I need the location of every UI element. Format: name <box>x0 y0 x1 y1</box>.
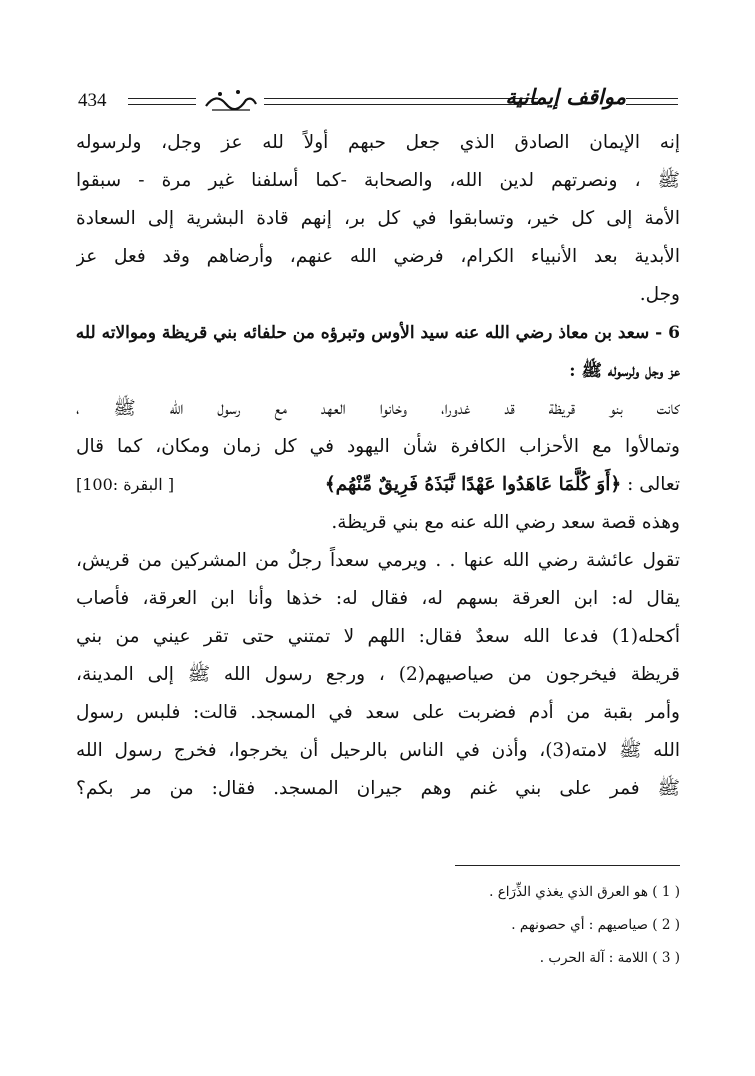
ornament-icon <box>202 86 260 114</box>
text-line: ﷺ ، ونصرتهم لدين الله، والصحابة -كما أسلفنا غير مرة - سبقوا <box>76 170 680 191</box>
text-line: الأبدية بعد الأنبياء الكرام، فرضي الله عنهم، وأرضاهم وقد فعل عز <box>76 246 680 267</box>
text-line: الأمة إلى كل خير، وتسابقوا في كل بر، إنهم قادة البشرية إلى السعادة <box>76 208 680 229</box>
header-rule-left <box>128 98 196 105</box>
text-line: وأمر بقبة من أدم فضربت على سعد في المسجد. قالت: فلبس رسول <box>76 702 680 723</box>
text-line: أكحله(1) فدعا الله سعدٌ فقال: اللهم لا تمتني حتى تقر عيني من بني <box>76 626 680 647</box>
running-title: مواقف إيمانية <box>505 84 626 109</box>
page-header <box>78 84 678 118</box>
text-line: إنه الإيمان الصادق الذي جعل حبهم أولاً لله عز وجل، ولرسوله <box>76 132 680 153</box>
section-heading: 6 - سعد بن معاذ رضي الله عنه سيد الأوس وتبرؤه من حلفائه بني قريظة وموالاته لله <box>76 323 680 343</box>
text-line: قريظة فيخرجون من صياصيهم(2) ، ورجع رسول الله ﷺ إلى المدينة، <box>76 664 680 685</box>
text-line: يقال له: ابن العرقة بسهم له، فقال له: خذها وأنا ابن العرقة، فأصاب <box>76 588 680 609</box>
text-line: تقول عائشة رضي الله عنها . . ويرمي سعداً رجلٌ من المشركين من قريش، <box>76 550 680 571</box>
footnote-divider <box>455 865 680 866</box>
page-number: 434 <box>78 90 107 111</box>
footnote: ( 3 ) اللامة : آلة الحرب . <box>539 950 680 966</box>
text-line: وهذه قصة سعد رضي الله عنه مع بني قريظة. <box>331 512 680 533</box>
section-heading-cont: عز وجل ولرسوله ﷺ : <box>569 361 680 381</box>
footnote: ( 1 ) هو العرق الذي يغذي الذِّرَاع . <box>489 884 680 900</box>
text-line: الله ﷺ لامته(3)، وأذن في الناس بالرحيل أن يخرجوا، فخرج رسول الله <box>76 740 680 761</box>
text-line: وتمالأوا مع الأحزاب الكافرة شأن اليهود في كل زمان ومكان، كما قال <box>76 436 680 457</box>
header-rule-middle <box>264 98 538 105</box>
text-line: وجل. <box>639 284 680 305</box>
main-text <box>76 124 680 808</box>
text-line: كانت بنو قريظة قد غدورا، وخانوا العهد مع رسول الله ﷺ ، <box>76 398 680 419</box>
footnote: ( 2 ) صياصيهم : أي حصونهم . <box>511 917 680 933</box>
text-line: ﷺ فمر على بني غنم وهم جيران المسجد. فقال: من مر بكم؟ <box>76 778 680 799</box>
quran-verse: ﴿أَوَ كُلَّمَا عَاهَدُوا عَهْدًا نَّبَذَهُ فَرِيقٌ مِّنْهُم﴾ <box>324 474 622 495</box>
verse-reference: [ البقرة :100] <box>76 475 175 494</box>
verse-intro: تعالى : <box>627 474 680 495</box>
footnotes <box>300 876 680 975</box>
verse-line <box>76 466 680 504</box>
header-rule-right <box>626 98 678 105</box>
